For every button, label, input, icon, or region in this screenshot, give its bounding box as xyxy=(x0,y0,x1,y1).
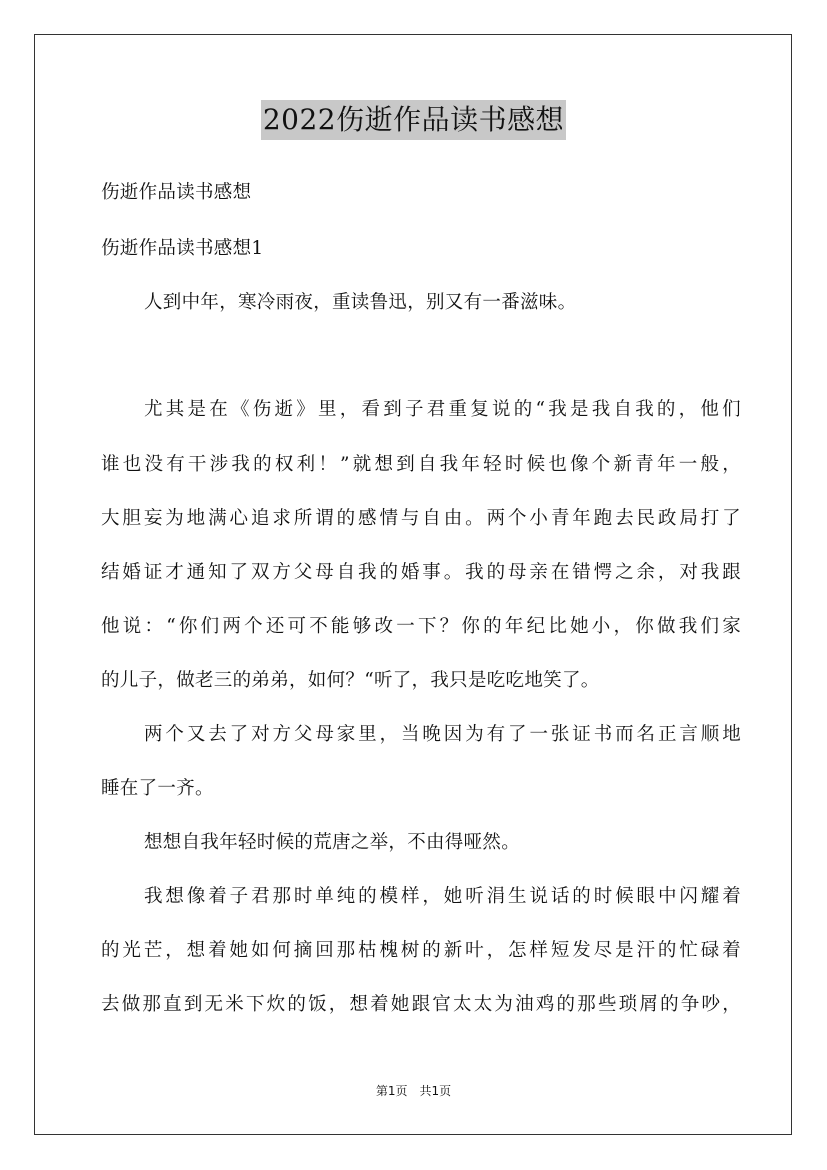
paragraph-line: 去做那直到无米下炊的饭，想着她跟官太太为油鸡的那些琐屑的争吵， xyxy=(101,994,741,1015)
paragraph-line: 他说：“你们两个还可不能够改一下？你的年纪比她小，你做我们家 xyxy=(101,616,741,637)
paragraph-line: 结婚证才通知了双方父母自我的婚事。我的母亲在错愕之余，对我跟 xyxy=(101,562,741,583)
paragraph-line: 尤其是在《伤逝》里，看到子君重复说的“我是我自我的，他们 xyxy=(144,399,741,420)
page-footer: 第1页 共1页 xyxy=(375,1084,452,1098)
paragraph-line: 想想自我年轻时候的荒唐之举，不由得哑然。 xyxy=(144,832,521,853)
paragraph-line: 人到中年，寒冷雨夜，重读鲁迅，别又有一番滋味。 xyxy=(144,292,577,313)
paragraph-line: 的儿子，做老三的弟弟，如何？“听了，我只是吃吃地笑了。 xyxy=(101,670,600,691)
section-subheading: 伤逝作品读书感想1 xyxy=(101,238,264,259)
section-heading: 伤逝作品读书感想 xyxy=(101,182,252,203)
paragraph-line: 我想像着子君那时单纯的模样，她听涓生说话的时候眼中闪耀着 xyxy=(144,886,741,907)
paragraph-line: 大胆妄为地满心追求所谓的感情与自由。两个小青年跑去民政局打了 xyxy=(101,508,741,529)
paragraph-line: 谁也没有干涉我的权利！”就想到自我年轻时候也像个新青年一般， xyxy=(101,454,741,475)
paragraph-line: 的光芒，想着她如何摘回那枯槐树的新叶，怎样短发尽是汗的忙碌着 xyxy=(101,940,741,961)
title-container xyxy=(0,100,827,140)
paragraph-line: 睡在了一齐。 xyxy=(101,778,214,799)
document-title: 2022伤逝作品读书感想 xyxy=(261,100,566,140)
paragraph-line: 两个又去了对方父母家里，当晚因为有了一张证书而名正言顺地 xyxy=(144,724,741,745)
